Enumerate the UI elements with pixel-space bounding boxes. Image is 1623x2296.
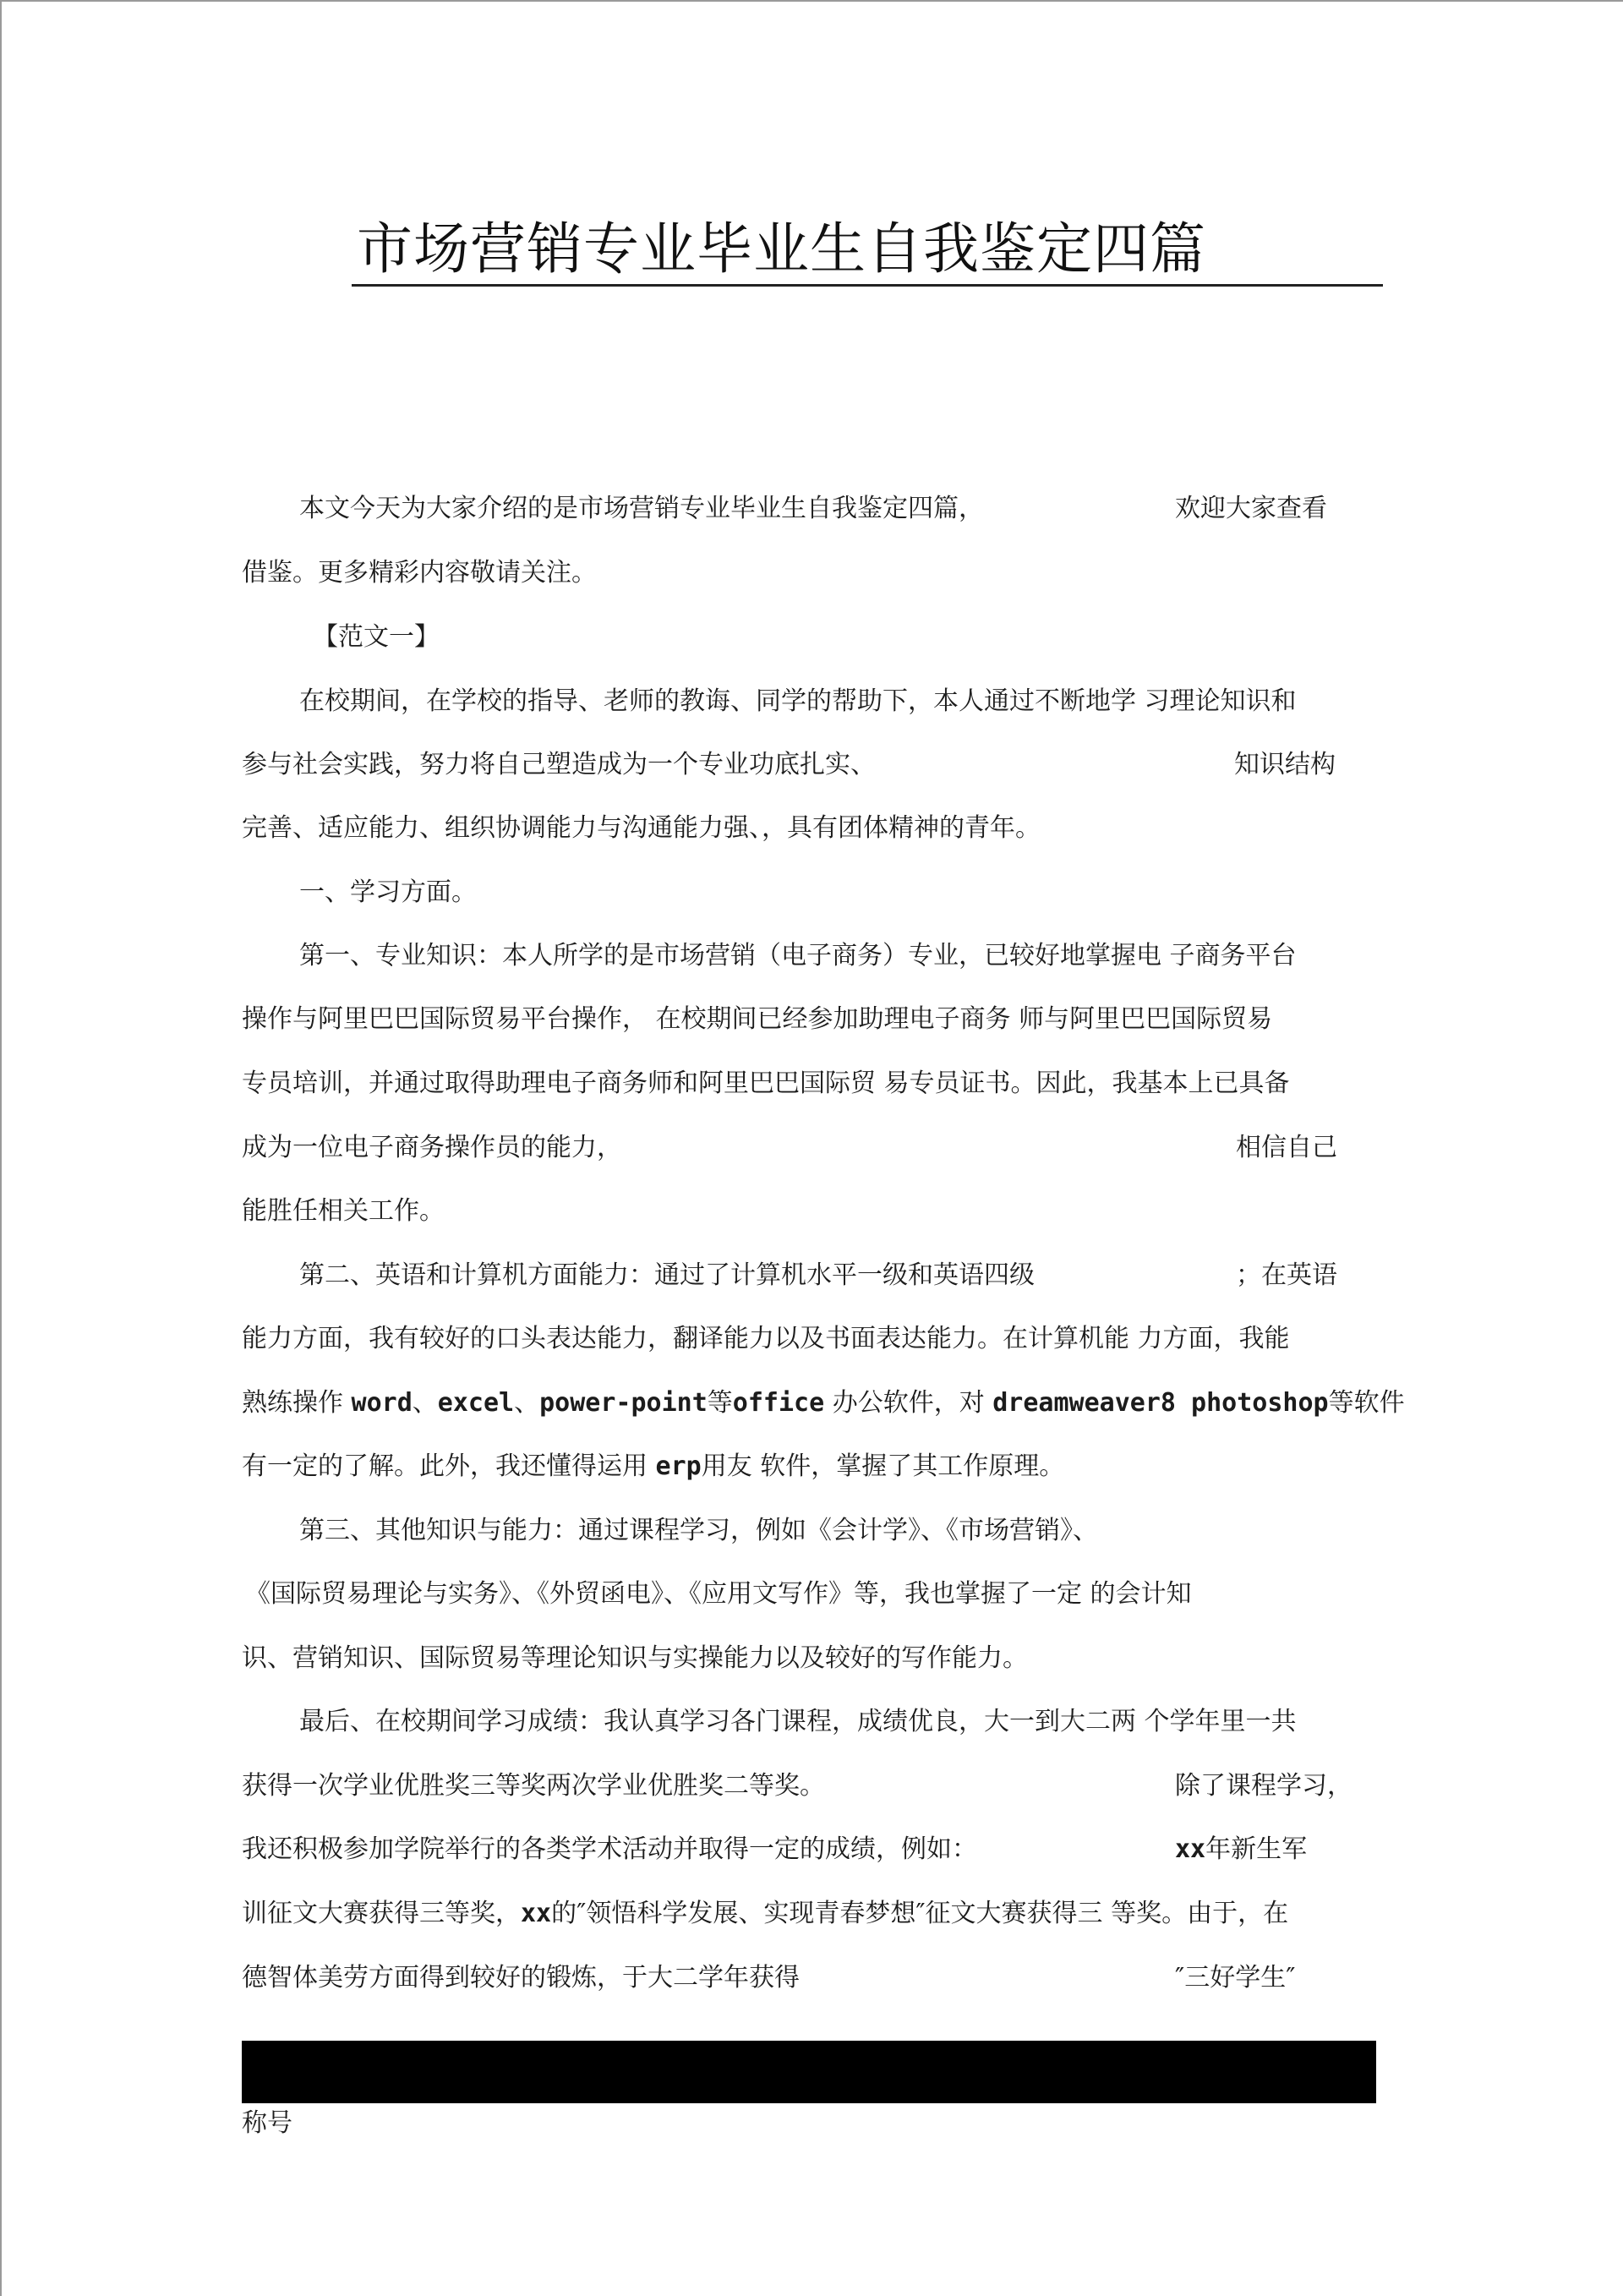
section-label: 【范文一】	[313, 622, 440, 652]
p5-line-3b	[1175, 1833, 1307, 1867]
p5-line-4-end: 的″领悟科学发展、实现青春梦想″征文大赛获得三 等奖。由于，在	[551, 1899, 1289, 1928]
software-dreamweaver-photoshop: dreamweaver8 photoshop	[992, 1388, 1329, 1418]
software-excel: excel	[437, 1388, 515, 1418]
p5-line-2b: 除了课程学习，	[1175, 1771, 1352, 1801]
p5-line-6: 称号	[242, 2108, 292, 2138]
p3-line-1b: ；在英语	[1236, 1260, 1337, 1290]
p5-line-1: 最后、在校期间学习成绩：我认真学习各门课程，成绩优良，大一到大二两 个学年里一共	[299, 1707, 1297, 1736]
software-word: word	[351, 1388, 413, 1418]
p5-line-5a: 德智体美劳方面得到较好的锻炼，于大二学年获得	[242, 1963, 800, 1993]
p3-line-3-mid: 办公软件，对	[824, 1388, 993, 1418]
p4-line-2: 《国际贸易理论与实务》、《外贸函电》、《应用文写作》等，我也掌握了一定 的会计知	[245, 1579, 1192, 1609]
p4-line-1: 第三、其他知识与能力：通过课程学习，例如《会计学》、《市场营销》、	[299, 1516, 1098, 1545]
title-underline	[352, 284, 1383, 287]
p5-line-5b: ″三好学生″	[1175, 1963, 1296, 1993]
software-office: office	[732, 1388, 825, 1418]
p1-line-1: 在校期间，在学校的指导、老师的教诲、同学的帮助下，本人通过不断地学 习理论知识和	[299, 686, 1297, 716]
p2-line-4a: 成为一位电子商务操作员的能力，	[242, 1133, 622, 1162]
p5-line-4	[242, 1897, 1288, 1931]
p5-line-3a: 我还积极参加学院举行的各类学术活动并取得一定的成绩，例如：	[242, 1834, 977, 1864]
p3-line-2: 能力方面，我有较好的口头表达能力，翻译能力以及书面表达能力。在计算机能 力方面，我能	[242, 1324, 1290, 1353]
p5-xx-2: xx	[521, 1899, 552, 1928]
p2-line-2: 操作与阿里巴巴国际贸易平台操作， 在校期间已经参加助理电子商务 师与阿里巴巴国际贸易	[242, 1004, 1273, 1034]
p4-line-3: 识、营销知识、国际贸易等理论知识与实操能力以及较好的写作能力。	[242, 1643, 1028, 1673]
p3-line-3-end: 等软件	[1328, 1388, 1405, 1418]
p5-line-2a: 获得一次学业优胜奖三等奖两次学业优胜奖二等奖。	[242, 1771, 825, 1801]
p5-xx-1: xx	[1175, 1834, 1206, 1864]
p2-line-3: 专员培训，并通过取得助理电子商务师和阿里巴巴国际贸 易专员证书。因此，我基本上已具备	[242, 1069, 1290, 1098]
p1-line-2b: 知识结构	[1234, 750, 1336, 779]
p5-line-3b-end: 年新生军	[1205, 1834, 1308, 1864]
p3-line-3	[242, 1386, 1405, 1420]
p3-line-1a: 第二、英语和计算机方面能力：通过了计算机水平一级和英语四级	[299, 1260, 1035, 1290]
p3-deng: 等	[707, 1388, 733, 1418]
p1-line-3: 完善、适应能力、组织协调能力与沟通能力强、，具有团体精神的青年。	[242, 813, 1041, 843]
p3-line-4-pre: 有一定的了解。此外，我还懂得运用	[242, 1451, 656, 1481]
intro-line-1b: 欢迎大家查看	[1175, 494, 1327, 523]
software-powerpoint: power-point	[539, 1388, 708, 1418]
intro-line-2: 借鉴。更多精彩内容敬请关注。	[242, 558, 597, 588]
p3-line-4	[242, 1450, 1064, 1484]
document-title: 市场营销专业毕业生自我鉴定四篇	[357, 216, 1206, 282]
p3-sep-1: 、	[412, 1388, 438, 1418]
p3-sep-2: 、	[514, 1388, 540, 1418]
p2-line-5: 能胜任相关工作。	[242, 1196, 445, 1226]
p3-line-3-pre: 熟练操作	[242, 1388, 352, 1418]
p5-line-4-pre: 训征文大赛获得三等奖，	[242, 1899, 521, 1928]
p2-line-1: 第一、专业知识：本人所学的是市场营销（电子商务）专业，已较好地掌握电 子商务平台	[299, 941, 1297, 970]
p2-line-4b: 相信自己	[1236, 1133, 1337, 1162]
redaction-bar	[242, 2041, 1376, 2103]
heading-study: 一、学习方面。	[299, 877, 477, 907]
intro-line-1a: 本文今天为大家介绍的是市场营销专业毕业生自我鉴定四篇，	[299, 494, 984, 523]
p1-line-2a: 参与社会实践，努力将自己塑造成为一个专业功底扎实、	[242, 750, 876, 779]
p3-line-4-end: 用友 软件，掌握了其工作原理。	[701, 1451, 1065, 1481]
software-erp: erp	[655, 1451, 702, 1481]
